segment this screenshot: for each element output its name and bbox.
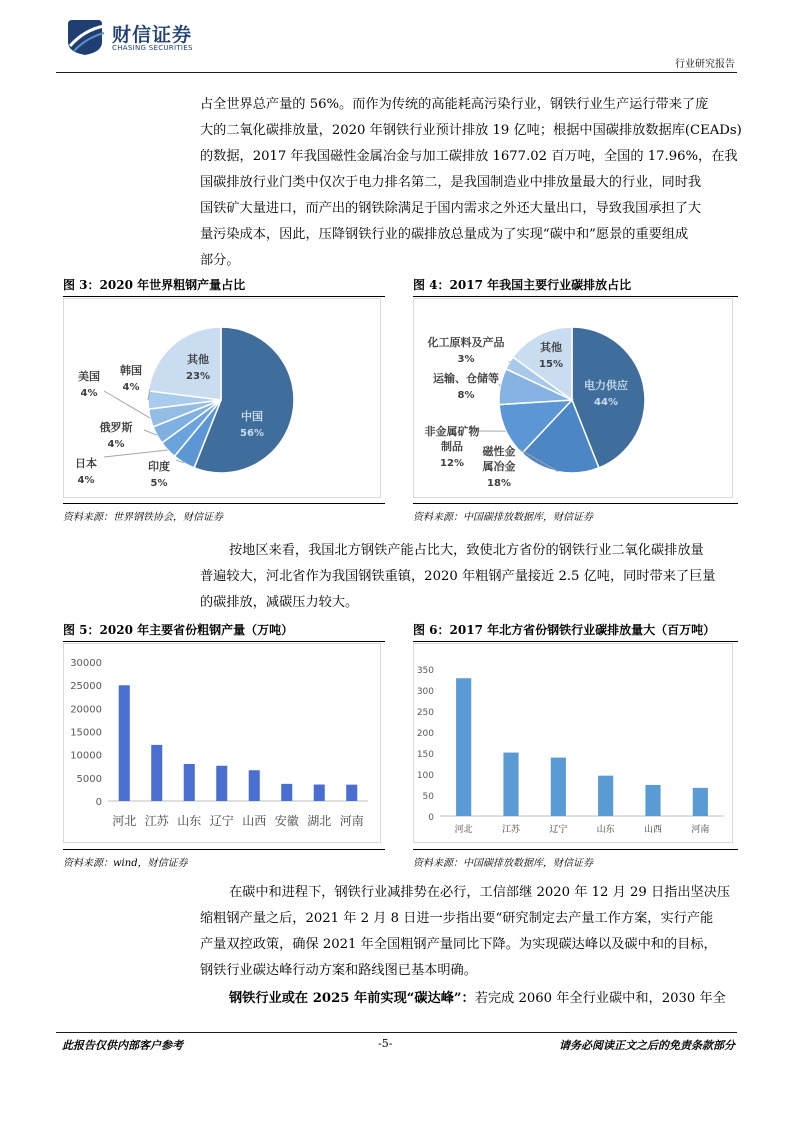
slice-label: 其他 xyxy=(540,341,562,354)
x-tick-label: 辽宁 xyxy=(209,814,234,828)
middle-paragraph xyxy=(200,538,738,616)
slice-value-label: 15% xyxy=(539,359,563,370)
figure-5-source: 资料来源：wind，财信证券 xyxy=(63,849,385,869)
bar xyxy=(119,685,130,801)
bar xyxy=(346,785,357,801)
slice-label: 印度 xyxy=(148,460,170,473)
pie-slice xyxy=(149,327,221,400)
text-line: 普遍较大，河北省作为我国钢铁重镇，2020 年粗钢产量接近 2.5 亿吨，同时带来了巨量 xyxy=(200,569,716,584)
text-line: 按地区来看，我国北方钢铁产能占比大，致使北方省份的钢铁行业二氧化碳排放量 xyxy=(229,543,704,558)
figure-4-chart xyxy=(413,298,733,498)
y-tick-label: 300 xyxy=(416,687,434,697)
bar xyxy=(503,753,518,816)
y-tick-label: 150 xyxy=(416,750,434,760)
text-line: 占全世界总产量的 56%。而作为传统的高能耗高污染行业，钢铁行业生产运行带来了庞 xyxy=(200,97,709,112)
slice-label: 电力供应 xyxy=(584,379,628,392)
slice-label: 日本 xyxy=(75,457,97,470)
x-tick-label: 河北 xyxy=(454,825,473,835)
slice-value-label: 56% xyxy=(240,428,264,439)
slice-value-label: 4% xyxy=(77,475,95,486)
company-name-cn: 财信证券 xyxy=(112,24,193,46)
bar xyxy=(314,785,325,801)
text-line: 钢铁行业碳达峰行动方案和路线图已基本明确。 xyxy=(200,963,477,978)
text-line: 国碳排放行业门类中仅次于电力排名第二，是我国制造业中排放量最大的行业，同时我 xyxy=(200,175,702,190)
x-tick-label: 河北 xyxy=(112,814,137,828)
x-tick-label: 辽宁 xyxy=(549,825,568,835)
company-name-en: CHASING SECURITIES xyxy=(112,44,193,52)
x-tick-label: 山东 xyxy=(177,814,202,828)
pie-chart-carbon-industry xyxy=(414,299,732,497)
text-line: 的数据，2017 年我国磁性金属冶金与加工碳排放 1677.02 百万吨，全国的 17.96%，在我 xyxy=(200,149,738,164)
text-line: 产量双控政策，确保 2021 年全国粗钢产量同比下降。为实现碳达峰以及碳中和的目标， xyxy=(200,937,717,952)
x-tick-label: 安徽 xyxy=(274,814,299,828)
x-tick-label: 河南 xyxy=(691,825,710,835)
bar xyxy=(216,766,227,801)
x-tick-label: 山东 xyxy=(596,825,615,835)
slice-value-label: 3% xyxy=(457,354,475,365)
y-tick-label: 20000 xyxy=(70,704,102,716)
text-line: 缩粗钢产量之后，2021 年 2 月 8 日进一步指出要“研究制定去产量工作方案，实行产能 xyxy=(200,911,714,926)
figure-4-source: 资料来源：中国碳排放数据库，财信证券 xyxy=(413,503,738,523)
key-point-line xyxy=(229,986,738,1012)
report-type-label: 行业研究报告 xyxy=(675,59,735,70)
key-point-text: 若完成 2060 年全行业碳中和，2030 年全 xyxy=(474,991,726,1006)
slice-value-label: 23% xyxy=(186,371,210,382)
y-tick-label: 100 xyxy=(416,771,434,781)
closing-paragraph xyxy=(200,880,738,984)
bar xyxy=(693,788,708,816)
y-tick-label: 5000 xyxy=(76,773,102,785)
slice-label: 非金属矿物 xyxy=(424,425,480,438)
slice-label: 运输、仓储等 xyxy=(433,372,499,385)
y-tick-label: 30000 xyxy=(70,658,102,669)
header-divider xyxy=(56,72,737,73)
footer-disclaimer-note: 请务必阅读正文之后的免责条款部分 xyxy=(559,1039,735,1052)
bar xyxy=(151,745,162,801)
bar xyxy=(551,758,566,816)
y-tick-label: 10000 xyxy=(70,750,102,762)
x-tick-label: 江苏 xyxy=(501,825,521,835)
figure-6-chart xyxy=(413,643,733,843)
slice-value-label: 4% xyxy=(107,439,125,450)
bar xyxy=(456,678,471,816)
slice-label: 韩国 xyxy=(120,364,142,377)
figure-3-source: 资料来源：世界钢铁协会，财信证券 xyxy=(63,503,385,523)
page-number: -5- xyxy=(378,1037,393,1050)
y-tick-label: 200 xyxy=(416,729,434,739)
bar xyxy=(281,784,292,801)
y-tick-label: 0 xyxy=(95,797,102,808)
slice-value-label: 44% xyxy=(594,397,618,408)
y-tick-label: 0 xyxy=(428,813,434,823)
y-tick-label: 250 xyxy=(416,708,434,718)
bar-chart-province-steel xyxy=(64,644,380,842)
leader-line xyxy=(104,391,150,418)
figure-3-chart xyxy=(63,298,381,498)
y-tick-label: 25000 xyxy=(70,681,102,693)
text-line: 量污染成本，因此，压降钢铁行业的碳排放总量成为了实现“碳中和”愿景的重要组成 xyxy=(200,227,689,242)
y-tick-label: 350 xyxy=(416,666,434,676)
x-tick-label: 江苏 xyxy=(144,814,169,828)
text-line: 部分。 xyxy=(200,253,240,268)
slice-value-label: 4% xyxy=(122,382,140,393)
bar xyxy=(645,785,660,816)
slice-label: 磁性金 xyxy=(482,445,516,458)
x-tick-label: 河南 xyxy=(339,814,364,828)
leader-line xyxy=(104,450,168,457)
slice-label: 中国 xyxy=(241,410,263,423)
x-tick-label: 湖北 xyxy=(307,814,332,828)
figure-5-chart xyxy=(63,643,381,843)
bar-chart-north-carbon xyxy=(414,644,732,842)
slice-label: 制品 xyxy=(441,440,463,453)
slice-value-label: 5% xyxy=(150,478,168,489)
bar xyxy=(249,770,260,801)
footer-left-note: 此报告仅供内部客户参考 xyxy=(62,1039,183,1052)
slice-value-label: 18% xyxy=(487,478,511,489)
text-line: 国铁矿大量进口，而产出的钢铁除满足于国内需求之外还大量出口，导致我国承担了大 xyxy=(200,201,702,216)
company-logo-icon xyxy=(64,18,106,56)
slice-value-label: 4% xyxy=(80,388,98,399)
figure-6-source: 资料来源：中国碳排放数据库，财信证券 xyxy=(413,849,738,869)
slice-value-label: 12% xyxy=(440,458,464,469)
figure-3-title: 图 3：2020 年世界粗钢产量占比 xyxy=(63,276,385,297)
slice-label: 俄罗斯 xyxy=(99,421,133,434)
figure-6-title: 图 6：2017 年北方省份钢铁行业碳排放量大（百万吨） xyxy=(413,621,738,642)
intro-paragraph xyxy=(200,92,742,274)
text-line: 的碳排放，减碳压力较大。 xyxy=(200,595,359,610)
text-line: 在碳中和进程下，钢铁行业减排势在必行，工信部继 2020 年 12 月 29 日指出坚决压 xyxy=(229,885,731,900)
figure-5-title: 图 5：2020 年主要省份粗钢产量（万吨） xyxy=(63,621,385,642)
figure-4-title: 图 4：2017 年我国主要行业碳排放占比 xyxy=(413,276,738,297)
x-tick-label: 山西 xyxy=(242,814,267,828)
footer-divider xyxy=(56,1032,737,1033)
slice-label: 其他 xyxy=(187,353,209,366)
y-tick-label: 15000 xyxy=(70,727,102,739)
y-tick-label: 50 xyxy=(422,792,434,802)
pie-chart-world-steel xyxy=(64,299,380,497)
bar xyxy=(184,764,195,801)
bar xyxy=(598,776,613,816)
x-tick-label: 山西 xyxy=(643,825,663,835)
text-line: 大的二氧化碳排放量，2020 年钢铁行业预计排放 19 亿吨；根据中国碳排放数据库(CEADs) xyxy=(200,123,742,138)
key-point-heading: 钢铁行业或在 2025 年前实现“碳达峰”： xyxy=(229,991,475,1006)
slice-label: 化工原料及产品 xyxy=(427,336,505,349)
slice-value-label: 8% xyxy=(457,390,475,401)
slice-label: 美国 xyxy=(78,370,100,383)
slice-label: 属冶金 xyxy=(482,460,516,473)
